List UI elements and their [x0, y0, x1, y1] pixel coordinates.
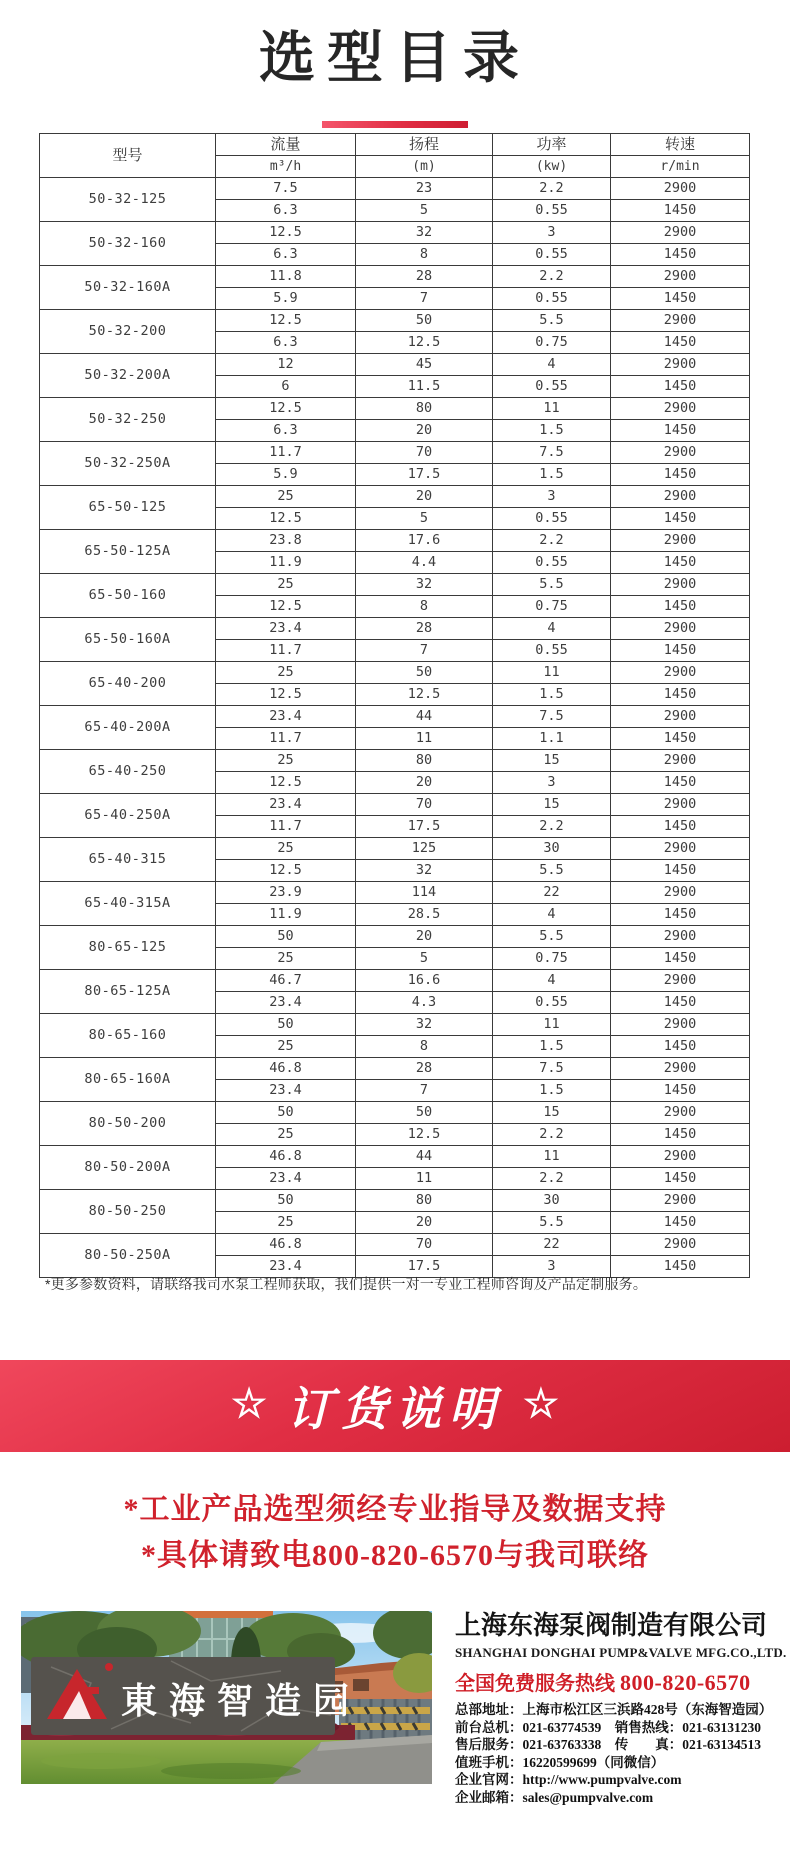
spec-cell: 0.75 [493, 948, 611, 970]
spec-cell: 45 [356, 354, 493, 376]
spec-cell: 70 [356, 794, 493, 816]
spec-cell: 28 [356, 266, 493, 288]
spec-cell: 3 [493, 222, 611, 244]
model-cell: 65-40-250A [40, 794, 216, 838]
spec-cell: 1450 [611, 200, 750, 222]
spec-cell: 70 [356, 1234, 493, 1256]
spec-cell: 1450 [611, 816, 750, 838]
table-row [40, 618, 750, 640]
spec-cell: 5.5 [493, 860, 611, 882]
col-header-flow: 流量 [216, 134, 356, 156]
spec-cell: 1450 [611, 904, 750, 926]
spec-cell: 1450 [611, 640, 750, 662]
spec-cell: 11.9 [216, 552, 356, 574]
model-cell: 65-50-125A [40, 530, 216, 574]
table-row [40, 838, 750, 860]
spec-cell: 1.5 [493, 420, 611, 442]
model-cell: 65-40-315 [40, 838, 216, 882]
order-banner-text: 订货说明 [287, 1383, 503, 1435]
spec-cell: 1450 [611, 860, 750, 882]
spec-cell: 6.3 [216, 244, 356, 266]
spec-cell: 7.5 [493, 1058, 611, 1080]
col-header-power: 功率 [493, 134, 611, 156]
spec-cell: 11.7 [216, 816, 356, 838]
model-cell: 50-32-250A [40, 442, 216, 486]
table-header-row [40, 134, 750, 156]
spec-cell: 7 [356, 640, 493, 662]
spec-cell: 11.5 [356, 376, 493, 398]
order-banner-title [231, 1373, 559, 1439]
spec-cell: 2900 [611, 926, 750, 948]
table-row [40, 442, 750, 464]
model-cell: 80-50-200 [40, 1102, 216, 1146]
spec-cell: 2900 [611, 1190, 750, 1212]
table-row [40, 662, 750, 684]
spec-cell: 17.5 [356, 1256, 493, 1278]
spec-cell: 30 [493, 1190, 611, 1212]
model-cell: 80-50-250A [40, 1234, 216, 1278]
spec-cell: 32 [356, 574, 493, 596]
spec-cell: 70 [356, 442, 493, 464]
spec-cell: 2.2 [493, 1168, 611, 1190]
model-cell: 65-40-200A [40, 706, 216, 750]
spec-cell: 125 [356, 838, 493, 860]
spec-cell: 5 [356, 948, 493, 970]
spec-cell: 5.9 [216, 288, 356, 310]
spec-cell: 2.2 [493, 816, 611, 838]
table-row [40, 1146, 750, 1168]
contact-line: 前台总机：021-63774539 销售热线：021-63131230 [455, 1719, 761, 1735]
model-cell: 65-50-125 [40, 486, 216, 530]
spec-cell: 1450 [611, 1080, 750, 1102]
spec-cell: 25 [216, 574, 356, 596]
unit-flow: m³/h [216, 156, 356, 178]
spec-cell: 15 [493, 750, 611, 772]
table-row [40, 310, 750, 332]
model-cell: 80-65-125A [40, 970, 216, 1014]
model-cell: 50-32-200A [40, 354, 216, 398]
spec-cell: 2900 [611, 442, 750, 464]
spec-cell: 5.5 [493, 310, 611, 332]
spec-cell: 11 [493, 1014, 611, 1036]
col-header-head: 扬程 [356, 134, 493, 156]
spec-cell: 7.5 [216, 178, 356, 200]
spec-cell: 25 [216, 486, 356, 508]
model-cell: 80-65-160 [40, 1014, 216, 1058]
model-cell: 50-32-160 [40, 222, 216, 266]
table-row [40, 1058, 750, 1080]
contact-line: 总部地址：上海市松江区三浜路428号（东海智造园） [455, 1702, 773, 1717]
spec-cell: 44 [356, 1146, 493, 1168]
spec-cell: 23.4 [216, 1080, 356, 1102]
spec-cell: 4 [493, 618, 611, 640]
spec-cell: 5.5 [493, 926, 611, 948]
spec-cell: 25 [216, 1036, 356, 1058]
spec-cell: 2900 [611, 1146, 750, 1168]
spec-cell: 0.55 [493, 244, 611, 266]
spec-cell: 23.9 [216, 882, 356, 904]
spec-cell: 2.2 [493, 266, 611, 288]
spec-cell: 2900 [611, 178, 750, 200]
table-row [40, 574, 750, 596]
col-header-speed: 转速 [611, 134, 750, 156]
spec-cell: 11 [493, 662, 611, 684]
spec-cell: 2900 [611, 266, 750, 288]
spec-cell: 2900 [611, 530, 750, 552]
spec-cell: 2900 [611, 750, 750, 772]
unit-head: (m) [356, 156, 493, 178]
spec-cell: 0.55 [493, 508, 611, 530]
spec-cell: 0.55 [493, 552, 611, 574]
spec-cell: 28.5 [356, 904, 493, 926]
spec-cell: 1.5 [493, 1036, 611, 1058]
spec-cell: 11.7 [216, 442, 356, 464]
unit-speed: r/min [611, 156, 750, 178]
spec-cell: 11.7 [216, 640, 356, 662]
spec-cell: 1450 [611, 684, 750, 706]
spec-cell: 20 [356, 486, 493, 508]
spec-cell: 1450 [611, 1212, 750, 1234]
spec-cell: 20 [356, 772, 493, 794]
footer-company-info [455, 1605, 785, 1806]
spec-cell: 25 [216, 1124, 356, 1146]
sign-text: 東海智造园 [121, 1680, 362, 1721]
spec-cell: 1.5 [493, 464, 611, 486]
model-cell: 50-32-125 [40, 178, 216, 222]
col-header-model: 型号 [40, 134, 216, 178]
campus-photo [21, 1611, 432, 1784]
table-row [40, 970, 750, 992]
spec-cell: 11 [493, 1146, 611, 1168]
unit-power: (kw) [493, 156, 611, 178]
model-cell: 50-32-200 [40, 310, 216, 354]
spec-cell: 1450 [611, 288, 750, 310]
spec-cell: 6 [216, 376, 356, 398]
spec-cell: 1450 [611, 948, 750, 970]
spec-cell: 2900 [611, 794, 750, 816]
model-cell: 65-50-160A [40, 618, 216, 662]
footnote: *更多参数资料，请联络我司水泵工程师获取，我们提供一对一专业工程师咨询及产品定制服务。 [45, 1276, 648, 1292]
spec-cell: 2900 [611, 222, 750, 244]
spec-cell: 23.4 [216, 992, 356, 1014]
spec-cell: 2900 [611, 1058, 750, 1080]
spec-table [39, 133, 750, 1278]
model-cell: 65-40-315A [40, 882, 216, 926]
hotline-number: 800-820-6570 [620, 1670, 751, 1695]
spec-cell: 2900 [611, 1014, 750, 1036]
table-row [40, 794, 750, 816]
model-cell: 80-65-125 [40, 926, 216, 970]
spec-cell: 2900 [611, 706, 750, 728]
spec-cell: 5 [356, 200, 493, 222]
spec-cell: 12.5 [216, 772, 356, 794]
spec-cell: 12.5 [216, 398, 356, 420]
contact-list [455, 1701, 785, 1806]
spec-cell: 50 [216, 926, 356, 948]
order-banner [0, 1360, 790, 1452]
table-row [40, 398, 750, 420]
table-row [40, 882, 750, 904]
contact-line: 企业邮箱：sales@pumpvalve.com [455, 1789, 654, 1805]
spec-cell: 20 [356, 420, 493, 442]
spec-cell: 2.2 [493, 178, 611, 200]
spec-cell: 20 [356, 926, 493, 948]
spec-cell: 6.3 [216, 420, 356, 442]
spec-cell: 80 [356, 750, 493, 772]
spec-cell: 12.5 [216, 684, 356, 706]
spec-cell: 4 [493, 970, 611, 992]
spec-cell: 30 [493, 838, 611, 860]
spec-cell: 22 [493, 1234, 611, 1256]
spec-cell: 12.5 [216, 310, 356, 332]
spec-cell: 1450 [611, 1036, 750, 1058]
spec-cell: 25 [216, 1212, 356, 1234]
company-name-cn: 上海东海泵阀制造有限公司 [455, 1610, 768, 1640]
model-cell: 65-50-160 [40, 574, 216, 618]
spec-cell: 6.3 [216, 200, 356, 222]
service-hotline [455, 1667, 785, 1696]
spec-cell: 12.5 [356, 1124, 493, 1146]
spec-cell: 20 [356, 1212, 493, 1234]
table-row [40, 750, 750, 772]
order-notes [0, 1487, 790, 1579]
contact-line: 企业官网：http://www.pumpvalve.com [455, 1772, 682, 1787]
spec-cell: 12.5 [216, 596, 356, 618]
spec-cell: 23.4 [216, 618, 356, 640]
spec-cell: 2900 [611, 882, 750, 904]
spec-cell: 50 [216, 1190, 356, 1212]
spec-cell: 46.8 [216, 1058, 356, 1080]
model-cell: 80-50-250 [40, 1190, 216, 1234]
spec-cell: 0.75 [493, 332, 611, 354]
spec-cell: 6.3 [216, 332, 356, 354]
model-cell: 65-40-250 [40, 750, 216, 794]
spec-cell: 32 [356, 222, 493, 244]
spec-cell: 46.8 [216, 1234, 356, 1256]
spec-cell: 7 [356, 1080, 493, 1102]
spec-cell: 0.75 [493, 596, 611, 618]
spec-cell: 4.4 [356, 552, 493, 574]
model-cell: 50-32-250 [40, 398, 216, 442]
spec-cell: 4 [493, 354, 611, 376]
spec-cell: 5.5 [493, 574, 611, 596]
spec-cell: 28 [356, 1058, 493, 1080]
spec-cell: 3 [493, 772, 611, 794]
table-row [40, 1234, 750, 1256]
spec-cell: 4.3 [356, 992, 493, 1014]
spec-cell: 17.5 [356, 816, 493, 838]
spec-cell: 15 [493, 1102, 611, 1124]
spec-cell: 1450 [611, 992, 750, 1014]
spec-cell: 2900 [611, 574, 750, 596]
hotline-label: 全国免费服务热线 [455, 1673, 615, 1695]
spec-cell: 32 [356, 1014, 493, 1036]
spec-cell: 1.5 [493, 684, 611, 706]
spec-cell: 22 [493, 882, 611, 904]
spec-cell: 1450 [611, 772, 750, 794]
spec-cell: 2900 [611, 1234, 750, 1256]
table-row [40, 1190, 750, 1212]
spec-cell: 1450 [611, 596, 750, 618]
spec-cell: 23.8 [216, 530, 356, 552]
spec-cell: 2900 [611, 486, 750, 508]
spec-cell: 11.7 [216, 728, 356, 750]
order-note-line: *工业产品选型须经专业指导及数据支持 [123, 1493, 667, 1526]
spec-cell: 2900 [611, 838, 750, 860]
spec-cell: 25 [216, 838, 356, 860]
table-row [40, 486, 750, 508]
spec-cell: 25 [216, 662, 356, 684]
table-row [40, 354, 750, 376]
spec-cell: 1450 [611, 508, 750, 530]
spec-cell: 2900 [611, 618, 750, 640]
spec-cell: 114 [356, 882, 493, 904]
spec-cell: 2900 [611, 310, 750, 332]
spec-cell: 15 [493, 794, 611, 816]
spec-cell: 11 [356, 728, 493, 750]
model-cell: 65-40-200 [40, 662, 216, 706]
spec-cell: 50 [216, 1102, 356, 1124]
spec-cell: 0.55 [493, 640, 611, 662]
company-name-en: SHANGHAI DONGHAI PUMP&VALVE MFG.CO.,LTD. [455, 1645, 787, 1660]
spec-cell: 50 [356, 310, 493, 332]
lawn-shade [161, 1763, 301, 1779]
table-row [40, 530, 750, 552]
spec-cell: 2.2 [493, 1124, 611, 1146]
spec-cell: 3 [493, 486, 611, 508]
spec-cell: 7.5 [493, 442, 611, 464]
spec-cell: 2.2 [493, 530, 611, 552]
spec-cell: 17.6 [356, 530, 493, 552]
table-row [40, 706, 750, 728]
star-icon: ☆ [231, 1382, 267, 1426]
spec-cell: 23.4 [216, 794, 356, 816]
spec-cell: 1.5 [493, 1080, 611, 1102]
table-row [40, 222, 750, 244]
table-row [40, 1102, 750, 1124]
spec-cell: 0.55 [493, 200, 611, 222]
spec-cell: 11 [356, 1168, 493, 1190]
spec-cell: 1450 [611, 376, 750, 398]
spec-cell: 1450 [611, 728, 750, 750]
spec-cell: 8 [356, 1036, 493, 1058]
contact-line: 售后服务：021-63763338 传 真：021-63134513 [455, 1737, 761, 1752]
spec-cell: 2900 [611, 398, 750, 420]
spec-cell: 23.4 [216, 1168, 356, 1190]
spec-cell: 2900 [611, 1102, 750, 1124]
spec-cell: 7 [356, 288, 493, 310]
spec-cell: 25 [216, 750, 356, 772]
spec-cell: 16.6 [356, 970, 493, 992]
spec-cell: 12.5 [356, 332, 493, 354]
spec-cell: 1450 [611, 420, 750, 442]
spec-cell: 11 [493, 398, 611, 420]
spec-cell: 5 [356, 508, 493, 530]
spec-cell: 1450 [611, 244, 750, 266]
table-row [40, 266, 750, 288]
spec-cell: 12.5 [216, 222, 356, 244]
spec-cell: 5.5 [493, 1212, 611, 1234]
model-cell: 50-32-160A [40, 266, 216, 310]
spec-cell: 3 [493, 1256, 611, 1278]
spec-cell: 0.55 [493, 992, 611, 1014]
spec-cell: 12.5 [216, 860, 356, 882]
spec-cell: 32 [356, 860, 493, 882]
star-icon: ☆ [523, 1382, 559, 1426]
campus-photo-art [21, 1611, 432, 1784]
spec-cell: 8 [356, 596, 493, 618]
table-row [40, 178, 750, 200]
spec-cell: 80 [356, 1190, 493, 1212]
spec-cell: 17.5 [356, 464, 493, 486]
spec-cell: 50 [356, 1102, 493, 1124]
spec-cell: 2900 [611, 662, 750, 684]
spec-cell: 8 [356, 244, 493, 266]
spec-cell: 0.55 [493, 288, 611, 310]
spec-cell: 23.4 [216, 706, 356, 728]
spec-cell: 1450 [611, 464, 750, 486]
lawn-highlight [41, 1753, 161, 1769]
spec-cell: 23.4 [216, 1256, 356, 1278]
spec-cell: 11.9 [216, 904, 356, 926]
contact-line: 值班手机：16220599699（同微信） [455, 1754, 665, 1770]
spec-cell: 12 [216, 354, 356, 376]
title-underline [322, 121, 468, 128]
spec-cell: 1.1 [493, 728, 611, 750]
entrance-sign [31, 1657, 361, 1735]
spec-cell: 23 [356, 178, 493, 200]
spec-cell: 7.5 [493, 706, 611, 728]
spec-cell: 44 [356, 706, 493, 728]
spec-cell: 80 [356, 398, 493, 420]
spec-cell: 25 [216, 948, 356, 970]
spec-cell: 0.55 [493, 376, 611, 398]
spec-cell: 46.7 [216, 970, 356, 992]
spec-cell: 50 [216, 1014, 356, 1036]
spec-cell: 46.8 [216, 1146, 356, 1168]
spec-cell: 12.5 [216, 508, 356, 530]
order-note-line: *具体请致电800-820-6570与我司联络 [141, 1539, 649, 1572]
model-cell: 80-65-160A [40, 1058, 216, 1102]
spec-cell: 11.8 [216, 266, 356, 288]
spec-cell: 12.5 [356, 684, 493, 706]
table-row [40, 1014, 750, 1036]
spec-cell: 1450 [611, 1124, 750, 1146]
page-title: 选型目录 [259, 26, 531, 89]
table-row [40, 926, 750, 948]
spec-cell: 1450 [611, 332, 750, 354]
spec-cell: 28 [356, 618, 493, 640]
spec-cell: 2900 [611, 354, 750, 376]
spec-cell: 50 [356, 662, 493, 684]
spec-cell: 1450 [611, 1256, 750, 1278]
spec-cell: 4 [493, 904, 611, 926]
spec-cell: 2900 [611, 970, 750, 992]
spec-cell: 1450 [611, 552, 750, 574]
spec-cell: 5.9 [216, 464, 356, 486]
model-cell: 80-50-200A [40, 1146, 216, 1190]
spec-cell: 1450 [611, 1168, 750, 1190]
